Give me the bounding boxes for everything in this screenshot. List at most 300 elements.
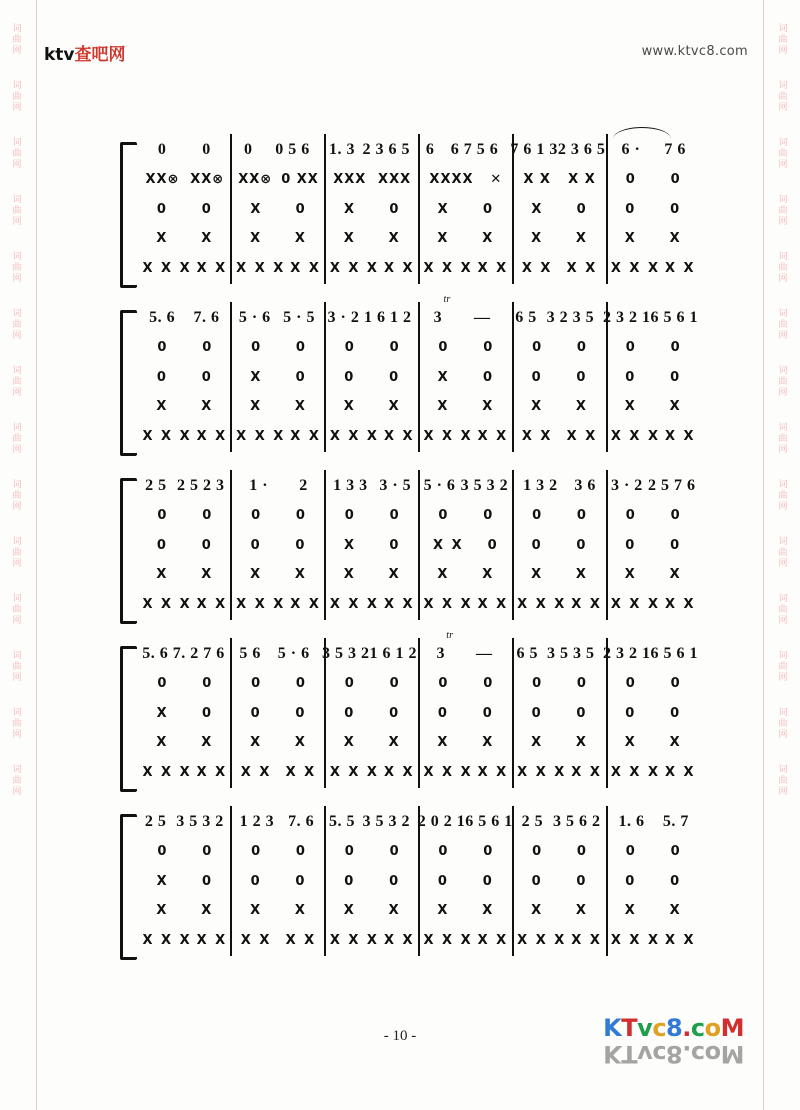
note-token: ✕ bbox=[490, 172, 503, 187]
measure-cell bbox=[138, 729, 232, 757]
note-token: XX⊗ bbox=[238, 172, 273, 187]
note-token: 0 bbox=[532, 844, 543, 859]
note-token: 0 bbox=[625, 844, 636, 859]
note-token: X X bbox=[383, 932, 415, 948]
measure-cell bbox=[323, 808, 416, 836]
note-token: X X X bbox=[329, 596, 379, 612]
note-token: 0 bbox=[157, 141, 167, 158]
note-token: X X X bbox=[142, 764, 192, 780]
rhythm-row bbox=[138, 670, 700, 698]
measure-cell bbox=[419, 334, 513, 362]
measure-cell bbox=[232, 590, 326, 618]
watermark-text: 词 曲 网 bbox=[778, 537, 788, 569]
note-token: 0 bbox=[670, 873, 682, 889]
measure-cell bbox=[606, 926, 700, 954]
note-token: 0 bbox=[389, 705, 401, 721]
measure-cell bbox=[513, 926, 607, 954]
measure-cell bbox=[513, 729, 607, 757]
note-token: 0 bbox=[576, 201, 588, 217]
note-token: 0 bbox=[531, 705, 543, 721]
note-token: X bbox=[531, 903, 544, 918]
measure-cell bbox=[513, 363, 607, 391]
measure-cell bbox=[232, 838, 326, 866]
measure-cell bbox=[325, 166, 419, 194]
note-token: 0 bbox=[344, 676, 355, 691]
watermark-text: 词 曲 网 bbox=[12, 537, 22, 569]
note-token: 0 bbox=[202, 508, 213, 523]
watermark-text: 词 曲 网 bbox=[778, 594, 788, 626]
measure-cell bbox=[325, 531, 419, 559]
measure-cell bbox=[419, 502, 513, 530]
note-token: X bbox=[250, 399, 263, 414]
note-token: 0 bbox=[201, 537, 213, 553]
rhythm-row bbox=[138, 502, 700, 530]
measure-cell bbox=[606, 166, 700, 194]
note-token: X bbox=[437, 201, 450, 217]
accompaniment-row-1 bbox=[138, 867, 700, 895]
note-token: 0 bbox=[157, 844, 168, 859]
watermark-text: 词 曲 网 bbox=[778, 81, 788, 113]
note-token: 3 5 3 2 bbox=[322, 645, 370, 662]
note-token: 0 bbox=[576, 537, 588, 553]
note-token: 2 5 bbox=[521, 813, 544, 830]
note-token: 0 bbox=[670, 844, 681, 859]
note-token: 0 bbox=[532, 340, 543, 355]
note-token: 0 bbox=[201, 201, 213, 217]
note-token: X bbox=[343, 399, 356, 414]
measure-cell bbox=[606, 254, 700, 282]
measure-cell bbox=[138, 334, 232, 362]
measure-cell bbox=[232, 472, 326, 500]
measure-cell bbox=[419, 531, 513, 559]
measure-cell bbox=[419, 630, 510, 668]
measure-cell bbox=[232, 758, 326, 786]
note-token: 5 6 bbox=[239, 645, 261, 662]
watermark-text: 词 曲 网 bbox=[12, 81, 22, 113]
measure-cell bbox=[138, 393, 232, 421]
note-token: XXX bbox=[378, 172, 412, 187]
note-token: 0 bbox=[670, 537, 682, 553]
measure-cell bbox=[607, 808, 700, 836]
note-token: X bbox=[294, 231, 307, 246]
note-token: X bbox=[294, 735, 307, 750]
note-token: XX⊗ bbox=[190, 172, 225, 187]
note-token: 5 · 6 bbox=[238, 309, 271, 326]
note-token: X bbox=[624, 903, 637, 918]
note-token: X bbox=[575, 231, 588, 246]
watermark-text: 词 曲 网 bbox=[778, 651, 788, 683]
note-token: 0 bbox=[670, 172, 681, 187]
measure-cell bbox=[419, 393, 513, 421]
measure-cell bbox=[231, 808, 324, 836]
measure-cell bbox=[138, 640, 229, 668]
measure-cell bbox=[231, 136, 324, 164]
note-token: X bbox=[437, 399, 450, 414]
measure-cell bbox=[325, 867, 419, 895]
measure-cell bbox=[325, 838, 419, 866]
measure-cell bbox=[513, 393, 607, 421]
note-token: 0 bbox=[389, 873, 401, 889]
note-token: 0 bbox=[295, 340, 306, 355]
note-token: X X X bbox=[423, 764, 473, 780]
note-token: X bbox=[624, 399, 637, 414]
note-token: 0 bbox=[251, 508, 262, 523]
page-rule-right bbox=[763, 0, 764, 1110]
measure-cell bbox=[138, 590, 232, 618]
note-token: XXX bbox=[333, 172, 367, 187]
note-token: X X X bbox=[329, 260, 379, 276]
watermark-text: 词 曲 网 bbox=[778, 252, 788, 284]
measure-cell bbox=[138, 136, 231, 164]
measure-cell bbox=[138, 254, 232, 282]
note-token: 2 0 2 1 bbox=[417, 813, 466, 830]
note-token: X X bbox=[566, 260, 598, 276]
note-token: X X bbox=[383, 260, 415, 276]
note-token: 0 bbox=[576, 508, 587, 523]
note-token: X X X bbox=[423, 932, 473, 948]
note-token: X bbox=[575, 567, 588, 582]
watermark-text: 词 曲 网 bbox=[778, 765, 788, 797]
note-token: X X bbox=[566, 428, 598, 444]
measure-cell bbox=[232, 502, 326, 530]
note-token: 5 · 6 bbox=[423, 477, 456, 494]
watermark-text: 词 曲 网 bbox=[778, 309, 788, 341]
note-token: 0 bbox=[344, 873, 356, 889]
measure-cell bbox=[513, 502, 607, 530]
score-system bbox=[120, 296, 700, 456]
note-token: X bbox=[531, 231, 544, 246]
note-token: X X bbox=[664, 932, 696, 948]
note-token: X X bbox=[290, 596, 321, 612]
note-token: X bbox=[343, 567, 356, 582]
score-system bbox=[120, 800, 700, 960]
note-token: X X bbox=[290, 428, 321, 444]
note-token: X bbox=[482, 567, 495, 582]
note-token: X bbox=[201, 399, 214, 414]
note-token: X X X bbox=[142, 260, 192, 276]
measure-cell bbox=[138, 304, 231, 332]
watermark-text: 词 曲 网 bbox=[12, 594, 22, 626]
note-token: X X bbox=[477, 596, 509, 612]
watermark-text: 词 曲 网 bbox=[12, 765, 22, 797]
measure-cell bbox=[138, 561, 232, 589]
note-token: 3 bbox=[436, 645, 445, 662]
note-token: 3 bbox=[433, 309, 443, 326]
measure-cell bbox=[138, 758, 232, 786]
note-token: 0 bbox=[344, 340, 355, 355]
measure-cell bbox=[607, 136, 700, 164]
note-token: 0 bbox=[243, 141, 253, 158]
note-token: X bbox=[388, 231, 401, 246]
system-brace bbox=[120, 142, 137, 288]
measure-cell bbox=[229, 640, 320, 668]
footer-logo-reflection: KTvc8.coM bbox=[603, 1040, 744, 1068]
note-token: X X X bbox=[236, 428, 286, 444]
watermark-text: 词 曲 网 bbox=[12, 309, 22, 341]
measure-cell bbox=[606, 838, 700, 866]
note-token: 0 bbox=[250, 537, 262, 553]
measure-cell bbox=[416, 294, 509, 332]
note-token: 0 bbox=[389, 508, 400, 523]
note-token: X bbox=[294, 399, 307, 414]
measure-cell bbox=[606, 225, 700, 253]
note-token: X bbox=[482, 903, 495, 918]
note-token: 0 bbox=[531, 537, 543, 553]
note-token: 0 bbox=[531, 369, 543, 385]
note-token: 1 2 3 bbox=[239, 813, 275, 830]
measure-cell bbox=[232, 670, 326, 698]
measure-cell bbox=[232, 254, 326, 282]
melody-row bbox=[138, 294, 700, 332]
measure-cell bbox=[510, 640, 601, 668]
note-token: X bbox=[250, 903, 263, 918]
measure-cell bbox=[419, 867, 513, 895]
watermark-text: 词 曲 网 bbox=[12, 366, 22, 398]
measure-cell bbox=[325, 472, 419, 500]
measure-cell bbox=[513, 590, 607, 618]
note-token: 1 3 3 bbox=[333, 477, 368, 494]
note-token: 5 · 6 bbox=[277, 645, 310, 662]
note-token: X X bbox=[477, 428, 509, 444]
measure-cell bbox=[513, 225, 607, 253]
brand-latin-text: ktv bbox=[44, 45, 75, 65]
note-token: 3 6 bbox=[574, 477, 596, 494]
note-token: X bbox=[482, 735, 495, 750]
note-token: 0 bbox=[344, 705, 356, 721]
measure-cell bbox=[513, 334, 607, 362]
staff bbox=[138, 472, 700, 618]
note-token: 0 bbox=[389, 201, 401, 217]
note-token: X bbox=[201, 903, 214, 918]
note-token: 6 5 6 1 bbox=[650, 645, 698, 662]
note-token: X bbox=[388, 567, 401, 582]
measure-cell bbox=[513, 699, 607, 727]
note-token: 0 bbox=[576, 369, 588, 385]
note-token: 0 bbox=[157, 508, 168, 523]
note-token: 0 bbox=[438, 508, 449, 523]
note-token: X bbox=[575, 735, 588, 750]
note-token: X bbox=[388, 903, 401, 918]
page-number: - 10 - bbox=[383, 1028, 417, 1044]
measure-cell bbox=[138, 838, 232, 866]
note-token: 0 XX bbox=[281, 172, 319, 187]
note-token: X bbox=[669, 231, 682, 246]
note-token: 0 bbox=[389, 844, 400, 859]
note-token: X bbox=[531, 735, 544, 750]
note-token: 0 5 6 bbox=[275, 141, 310, 158]
note-token: 0 bbox=[202, 141, 211, 158]
measure-cell bbox=[419, 758, 513, 786]
note-token: 0 bbox=[482, 705, 494, 721]
measure-cell bbox=[419, 838, 513, 866]
note-token: X bbox=[531, 399, 544, 414]
note-token: X X bbox=[664, 764, 696, 780]
note-token: X bbox=[250, 369, 263, 385]
note-token: XX⊗ bbox=[145, 172, 180, 187]
note-token: X X bbox=[477, 764, 509, 780]
measure-cell bbox=[419, 590, 513, 618]
note-token: 0 bbox=[670, 340, 681, 355]
note-token: X X bbox=[290, 260, 321, 276]
note-token: X bbox=[575, 903, 588, 918]
note-token: 0 bbox=[438, 844, 449, 859]
site-brand-logo[interactable] bbox=[44, 40, 126, 65]
note-token: X X bbox=[521, 428, 553, 444]
watermark-text: 词 曲 网 bbox=[12, 480, 22, 512]
note-token: X X bbox=[196, 260, 228, 276]
note-token: 5. 5 bbox=[328, 813, 355, 830]
note-token: 7 6 1 3 bbox=[510, 141, 558, 158]
note-token: 0 bbox=[251, 844, 262, 859]
score-system bbox=[120, 464, 700, 624]
note-token: X X X bbox=[610, 428, 660, 444]
measure-cell bbox=[138, 670, 232, 698]
measure-cell bbox=[138, 195, 232, 223]
measure-cell bbox=[513, 472, 607, 500]
note-token: 2 3 2 1 bbox=[602, 309, 651, 326]
note-token: X X bbox=[571, 596, 602, 612]
note-token: 0 bbox=[483, 676, 494, 691]
measure-cell bbox=[606, 867, 700, 895]
measure-cell bbox=[606, 195, 700, 223]
note-token: X X bbox=[383, 428, 415, 444]
measure-cell bbox=[138, 897, 232, 925]
note-token: X bbox=[250, 567, 263, 582]
rhythm-row bbox=[138, 838, 700, 866]
staff bbox=[138, 808, 700, 954]
note-token: 0 bbox=[487, 537, 499, 553]
measure-cell bbox=[606, 531, 700, 559]
note-token: X bbox=[250, 735, 263, 750]
measure-cell bbox=[606, 502, 700, 530]
rhythm-row bbox=[138, 166, 700, 194]
note-token: 3 5 3 2 bbox=[176, 813, 224, 830]
measure-cell bbox=[325, 670, 419, 698]
watermark-text: 词 曲 网 bbox=[12, 252, 22, 284]
measure-cell bbox=[323, 304, 416, 332]
note-token: X bbox=[669, 399, 682, 414]
measure-cell bbox=[232, 897, 326, 925]
measure-cell bbox=[606, 334, 700, 362]
note-token: X bbox=[343, 201, 357, 217]
note-token: X bbox=[624, 735, 637, 750]
note-token: X X bbox=[571, 764, 602, 780]
measure-cell bbox=[513, 422, 607, 450]
note-token: X bbox=[531, 567, 544, 582]
note-token: X X X bbox=[142, 596, 192, 612]
accompaniment-row-2 bbox=[138, 393, 700, 421]
measure-cell bbox=[606, 393, 700, 421]
measure-cell bbox=[232, 225, 326, 253]
measure-cell bbox=[232, 867, 326, 895]
note-token: 3 · 2 bbox=[610, 477, 643, 494]
note-token: X X X bbox=[610, 596, 660, 612]
rhythm-row bbox=[138, 334, 700, 362]
note-token: 0 bbox=[389, 340, 400, 355]
measure-cell bbox=[138, 926, 232, 954]
measure-cell bbox=[419, 926, 513, 954]
footer-logo: KTvc8.coM bbox=[603, 1014, 744, 1042]
measure-cell bbox=[419, 561, 513, 589]
measure-cell bbox=[419, 670, 513, 698]
accompaniment-row-1 bbox=[138, 195, 700, 223]
note-token: X X X bbox=[610, 932, 660, 948]
watermark-text: 词 曲 网 bbox=[778, 480, 788, 512]
measure-cell bbox=[232, 195, 326, 223]
note-token: X X X bbox=[610, 260, 660, 276]
note-token: X X X bbox=[142, 428, 192, 444]
accompaniment-row-1 bbox=[138, 363, 700, 391]
note-token: 0 bbox=[295, 508, 306, 523]
note-token: 0 bbox=[295, 537, 307, 553]
measure-cell bbox=[325, 334, 419, 362]
note-token: 0 bbox=[670, 508, 681, 523]
note-token: 0 bbox=[438, 676, 449, 691]
measure-cell bbox=[606, 670, 700, 698]
measure-cell bbox=[232, 393, 326, 421]
note-token: 0 bbox=[389, 676, 400, 691]
measure-cell bbox=[325, 561, 419, 589]
note-token: 3 5 3 2 bbox=[362, 813, 410, 830]
note-token: X bbox=[575, 399, 588, 414]
note-token: X X bbox=[523, 172, 551, 187]
note-token: 0 bbox=[625, 172, 636, 187]
accompaniment-row-2 bbox=[138, 225, 700, 253]
measure-cell bbox=[513, 838, 607, 866]
note-token: 6 5 6 1 bbox=[465, 813, 513, 830]
measure-cell bbox=[138, 867, 232, 895]
note-token: X bbox=[437, 231, 450, 246]
note-token: 0 bbox=[156, 201, 168, 217]
note-token: 5. 6 bbox=[149, 309, 176, 326]
accompaniment-row-2 bbox=[138, 561, 700, 589]
measure-cell bbox=[232, 699, 326, 727]
note-token: 6 5 bbox=[515, 309, 537, 326]
measure-cell bbox=[419, 166, 513, 194]
note-token: 1. 6 bbox=[618, 813, 645, 830]
measure-cell bbox=[320, 640, 419, 668]
accompaniment-row-2 bbox=[138, 897, 700, 925]
measure-cell bbox=[138, 808, 231, 836]
melody-row bbox=[138, 472, 700, 500]
note-token: X bbox=[388, 399, 401, 414]
note-token: 3 2 3 5 bbox=[546, 309, 595, 326]
note-token: 0 bbox=[438, 340, 449, 355]
note-token: X bbox=[250, 201, 263, 217]
note-token: 3 5 6 2 bbox=[552, 813, 601, 830]
note-token: X bbox=[156, 705, 169, 721]
note-token: 1 6 1 2 bbox=[363, 309, 412, 326]
note-token: X X X bbox=[329, 428, 379, 444]
note-token: 1 6 1 2 bbox=[369, 645, 417, 662]
measure-cell bbox=[513, 531, 607, 559]
note-token: 0 bbox=[156, 537, 168, 553]
note-token: X X X bbox=[329, 932, 379, 948]
note-token: 0 bbox=[202, 340, 213, 355]
note-token: 0 bbox=[576, 676, 587, 691]
measure-cell bbox=[325, 699, 419, 727]
note-token: 2 3 2 1 bbox=[603, 645, 651, 662]
note-token: 0 bbox=[295, 844, 306, 859]
watermark-text: 词 曲 网 bbox=[12, 138, 22, 170]
note-token: 2 5 2 3 bbox=[176, 477, 225, 494]
note-token: X bbox=[156, 231, 169, 246]
note-token: X bbox=[624, 231, 637, 246]
note-token: 6 5 bbox=[516, 645, 538, 662]
note-token: X bbox=[156, 567, 169, 582]
note-token: 0 bbox=[389, 369, 401, 385]
measure-cell bbox=[513, 254, 607, 282]
